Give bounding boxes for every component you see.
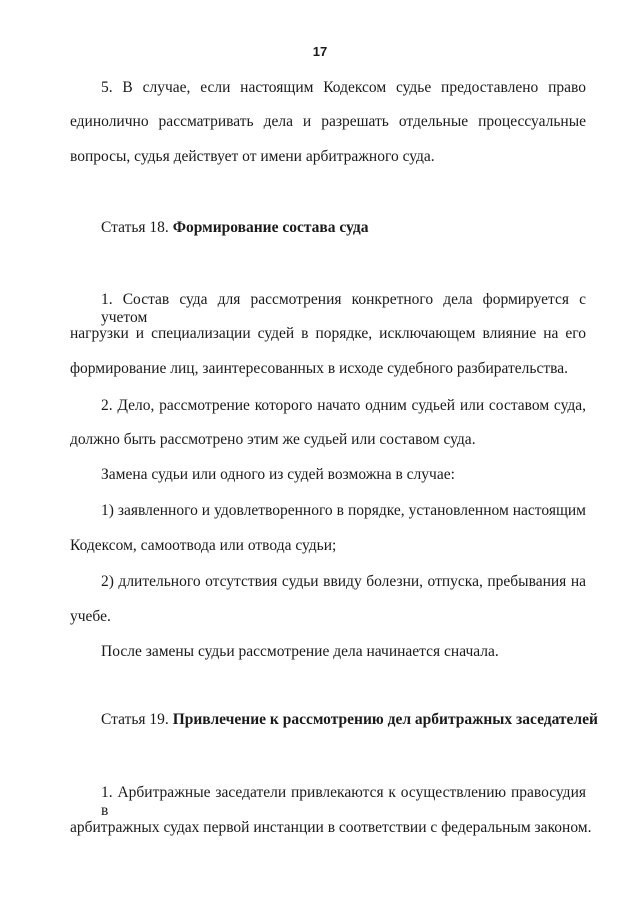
page-number: 17 — [312, 44, 328, 59]
paragraph-5-line-3: вопросы, судья действует от имени арбитражного суда. — [70, 148, 435, 165]
article-19-heading — [101, 711, 601, 729]
article-18-p1-line-3: формирование лиц, заинтересованных в исходе судебного разбирательства. — [70, 360, 568, 377]
article-18-title: Формирование состава суда — [172, 219, 369, 236]
article-18-item-1-line-1: 1) заявленного и удовлетворенного в порядке, установленном настоящим — [101, 502, 586, 519]
article-18-p1-line-1: 1. Состав суда для рассмотрения конкретного дела формируется с учетом — [101, 291, 586, 326]
article-19-prefix: Статья 19. — [101, 711, 169, 728]
article-18-p2-line-1: 2. Дело, рассмотрение которого начато одним судьей или составом суда, — [101, 397, 586, 414]
article-18-prefix: Статья 18. — [101, 219, 169, 236]
article-18-p2-line-2: должно быть рассмотрено этим же судьей или составом суда. — [70, 431, 476, 448]
paragraph-5-line-1: 5. В случае, если настоящим Кодексом судье предоставлено право — [101, 79, 586, 96]
paragraph-5-line-2: единолично рассматривать дела и разрешать отдельные процессуальные — [70, 113, 586, 130]
article-18-item-1-line-2: Кодексом, самоотвода или отвода судьи; — [70, 537, 337, 554]
article-19-p1-line-1: 1. Арбитражные заседатели привлекаются к осуществлению правосудия в — [101, 784, 586, 819]
article-18-p3: Замена судьи или одного из судей возможна в случае: — [101, 466, 455, 483]
article-19-p1-line-2: арбитражных судах первой инстанции в соответствии с федеральным законом. — [70, 819, 592, 836]
article-18-heading — [101, 219, 586, 237]
article-18-p1-line-2: нагрузки и специализации судей в порядке, исключающем влияние на его — [70, 325, 586, 342]
article-18-item-2-line-1: 2) длительного отсутствия судьи ввиду болезни, отпуска, пребывания на — [101, 573, 586, 590]
article-18-p4: После замены судьи рассмотрение дела начинается сначала. — [101, 643, 499, 660]
article-19-title: Привлечение к рассмотрению дел арбитражных заседателей — [172, 711, 598, 728]
article-18-item-2-line-2: учебе. — [70, 608, 111, 625]
